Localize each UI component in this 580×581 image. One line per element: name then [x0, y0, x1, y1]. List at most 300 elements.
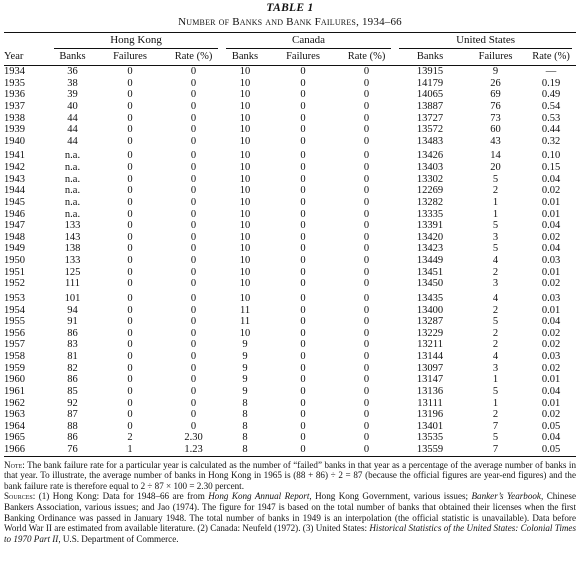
table-row: [4, 89, 576, 101]
cell-hk-failures: 0: [127, 304, 133, 316]
group-header-united-states: United States: [395, 33, 576, 50]
cell-us-rate: 0.04: [541, 432, 561, 444]
cell-ca-failures: 0: [300, 135, 306, 147]
cell-us-rate: —: [545, 66, 557, 77]
group-header-blank: [4, 33, 50, 50]
cell-year: 1958: [4, 351, 25, 362]
cell-hk-rate: 0: [190, 77, 197, 89]
cell-hk-banks: 86: [67, 327, 78, 339]
sources-text-3: , Chinese Bankers Association, various issues; and Jao (1974). The figure for 1947 is based on the total number of banks that obtained their licenses when the first Banking Ordinance was passed in January 1948. The total number of banks in 1949 is an interpolation (the official statistic is unavailable). Data before World War II are estimated from available literature. (2) Canada: Neufeld (1972). (3) United States:: [4, 491, 576, 534]
column-header-us-failures: Failures: [465, 49, 526, 66]
table-row: [4, 374, 576, 386]
cell-ca-rate: 0: [363, 173, 370, 185]
cell-year: 1953: [4, 292, 25, 304]
cell-us-failures: 1: [492, 374, 499, 386]
table-number: TABLE 1: [266, 2, 314, 14]
cell-hk-banks: 83: [67, 339, 78, 351]
cell-ca-banks: 10: [239, 231, 251, 243]
table-row: [4, 162, 576, 174]
cell-ca-rate: 0: [363, 66, 370, 77]
cell-ca-rate: 0: [363, 196, 370, 208]
cell-us-failures: 73: [490, 112, 501, 124]
cell-year: 1963: [4, 409, 25, 421]
cell-us-rate: 0.05: [526, 444, 576, 456]
table-page: [4, 2, 576, 544]
cell-year: 1961: [4, 385, 25, 397]
cell-ca-rate: 0: [363, 100, 370, 112]
cell-hk-rate: 0: [190, 66, 197, 77]
cell-ca-rate: 0: [363, 124, 370, 136]
cell-hk-banks: 44: [67, 124, 78, 136]
cell-hk-banks: 76: [50, 444, 95, 456]
table-row: [4, 66, 576, 78]
cell-hk-failures: 0: [127, 231, 133, 243]
cell-ca-banks: 10: [239, 162, 251, 173]
cell-us-failures: 7: [492, 420, 499, 432]
cell-us-banks: 13211: [417, 339, 443, 351]
table-row: [4, 386, 576, 398]
cell-us-failures: 7: [465, 444, 526, 456]
cell-hk-banks: 101: [64, 292, 81, 304]
cell-hk-failures: 0: [127, 266, 133, 278]
cell-hk-banks: 133: [64, 255, 81, 266]
cell-us-rate: 0.49: [541, 89, 561, 101]
cell-hk-rate: 0: [190, 231, 197, 243]
cell-hk-banks: 88: [67, 420, 78, 432]
cell-ca-banks: 10: [239, 255, 251, 266]
cell-hk-rate: 0: [190, 173, 197, 185]
cell-us-failures: 5: [492, 316, 499, 328]
cell-hk-banks: n.a.: [64, 162, 81, 173]
cell-hk-banks: 38: [67, 77, 78, 89]
cell-ca-rate: 0: [363, 150, 370, 162]
source-bankers-yearbook: Banker’s Yearbook: [471, 491, 541, 502]
cell-hk-failures: 0: [127, 220, 133, 232]
cell-hk-failures: 0: [127, 362, 133, 374]
cell-us-banks: 13727: [416, 112, 444, 124]
cell-us-rate: 0.01: [541, 208, 561, 220]
source-hk-annual-report: Hong Kong Annual Report: [208, 491, 310, 502]
table-row: [4, 255, 576, 267]
cell-us-failures: 5: [492, 173, 499, 185]
cell-ca-rate: 0: [363, 89, 370, 101]
cell-ca-failures: 0: [300, 124, 306, 136]
table-row: [4, 351, 576, 363]
cell-hk-rate: 0: [190, 292, 197, 304]
column-header-hk-rate: Rate (%): [165, 49, 222, 66]
table-row: [4, 339, 576, 351]
cell-us-rate: 0.32: [541, 135, 561, 147]
table-row: [4, 328, 576, 340]
cell-hk-failures: 0: [127, 278, 133, 290]
cell-hk-banks: 39: [67, 89, 78, 101]
cell-ca-failures: 0: [300, 316, 306, 328]
cell-hk-rate: 0: [190, 351, 197, 362]
cell-ca-banks: 10: [239, 220, 251, 232]
cell-ca-rate: 0: [363, 304, 370, 316]
note-text: The bank failure rate for a particular year is calculated as the number of “failed” banks in that year as a percentage of the average number of banks in that year. To illustrate, the average number of banks in Hong Kong in 1965 is (88 + 86) ÷ 2 = 87 (because the official figures are year-end figures) and the bank failure rate is therefore equal to 2 ÷ 87 × 100 = 2.30 percent.: [4, 459, 576, 491]
table-row: [4, 409, 576, 421]
cell-hk-banks: 92: [67, 397, 78, 409]
cell-ca-failures: 0: [300, 173, 306, 185]
cell-us-failures: 2: [492, 339, 499, 351]
cell-ca-failures: 0: [268, 444, 338, 456]
cell-us-rate: 0.01: [541, 266, 561, 278]
cell-us-rate: 0.19: [541, 77, 561, 89]
cell-hk-banks: 94: [67, 304, 78, 316]
cell-year: 1964: [4, 420, 25, 432]
sources-text-4: , U.S. Department of Commerce.: [58, 533, 179, 544]
cell-ca-banks: 10: [239, 77, 251, 89]
cell-ca-failures: 0: [300, 243, 306, 255]
cell-us-banks: 13435: [416, 292, 444, 304]
cell-ca-rate: 0: [363, 220, 370, 232]
table-row: [4, 243, 576, 255]
cell-hk-banks: n.a.: [64, 150, 81, 162]
cell-hk-rate: 0: [190, 374, 197, 386]
cell-us-rate: 0.53: [541, 112, 561, 124]
cell-us-rate: 0.02: [541, 327, 561, 339]
cell-us-failures: 5: [492, 220, 499, 232]
cell-ca-rate: 0: [363, 374, 370, 386]
cell-us-banks: 13423: [416, 243, 444, 255]
cell-ca-rate: 0: [363, 316, 370, 328]
cell-year: 1956: [4, 327, 25, 339]
cell-hk-banks: 86: [67, 432, 78, 444]
cell-us-rate: 0.05: [541, 420, 561, 432]
cell-year: 1951: [4, 266, 25, 278]
cell-ca-failures: 0: [300, 150, 306, 162]
cell-year: 1944: [4, 185, 25, 197]
table-row: [4, 432, 576, 444]
cell-ca-rate: 0: [363, 135, 370, 147]
table-row: [4, 363, 576, 375]
cell-us-banks: 13450: [416, 278, 444, 290]
table-row: [4, 232, 576, 244]
cell-us-failures: 60: [490, 124, 501, 136]
cell-hk-rate: 0: [190, 397, 197, 409]
table-row: [4, 113, 576, 125]
cell-us-banks: 14179: [416, 77, 444, 89]
cell-hk-rate: 0: [190, 162, 197, 173]
cell-ca-banks: 11: [239, 316, 251, 328]
cell-us-rate: 0.04: [541, 220, 561, 232]
table-title: Number of Banks and Bank Failures, 1934–66: [178, 16, 402, 28]
cell-ca-failures: 0: [300, 409, 306, 421]
cell-us-failures: 1: [492, 397, 499, 409]
cell-us-failures: 5: [492, 243, 499, 255]
cell-us-rate: 0.02: [541, 362, 561, 374]
cell-ca-rate: 0: [363, 77, 370, 89]
cell-ca-failures: 0: [300, 196, 306, 208]
cell-ca-failures: 0: [300, 208, 306, 220]
cell-hk-banks: n.a.: [64, 208, 81, 220]
cell-hk-failures: 0: [127, 135, 133, 147]
cell-ca-banks: 10: [239, 208, 251, 220]
note-label: Note:: [4, 459, 25, 470]
cell-hk-failures: 0: [127, 89, 133, 101]
cell-hk-rate: 0: [190, 316, 197, 328]
cell-us-rate: 0.02: [541, 185, 561, 197]
cell-hk-failures: 0: [127, 243, 133, 255]
cell-ca-failures: 0: [300, 100, 306, 112]
cell-hk-failures: 2: [127, 432, 133, 444]
cell-ca-banks: 10: [239, 124, 251, 136]
cell-ca-banks: 8: [242, 420, 248, 432]
cell-ca-failures: 0: [300, 292, 306, 304]
cell-us-failures: 76: [490, 100, 501, 112]
cell-us-failures: 5: [492, 432, 499, 444]
cell-ca-rate: 0: [363, 420, 370, 432]
cell-ca-rate: 0: [363, 266, 370, 278]
cell-hk-banks: n.a.: [64, 185, 81, 197]
cell-year: 1960: [4, 374, 25, 386]
cell-hk-failures: 0: [127, 150, 133, 162]
cell-hk-failures: 0: [127, 100, 133, 112]
cell-us-rate: 0.02: [541, 339, 561, 351]
cell-us-failures: 3: [492, 362, 499, 374]
cell-us-rate: 0.03: [541, 351, 561, 362]
cell-ca-rate: 0: [363, 278, 370, 290]
cell-hk-rate: 0: [190, 112, 197, 124]
cell-year: 1936: [4, 89, 25, 101]
table-row: [4, 267, 576, 279]
cell-ca-banks: 10: [239, 243, 251, 255]
cell-ca-banks: 8: [242, 432, 248, 444]
cell-hk-banks: 125: [64, 266, 81, 278]
cell-us-banks: 13136: [416, 385, 444, 397]
cell-hk-rate: 0: [190, 327, 197, 339]
table-row: [4, 174, 576, 186]
cell-hk-rate: 0: [190, 385, 197, 397]
cell-ca-failures: 0: [300, 220, 306, 232]
cell-ca-banks: 10: [239, 185, 251, 197]
cell-us-failures: 2: [492, 304, 499, 316]
cell-us-failures: 2: [492, 266, 499, 278]
note-paragraph: [4, 460, 576, 492]
cell-hk-failures: 0: [127, 77, 133, 89]
group-header-canada: Canada: [222, 33, 395, 50]
cell-ca-banks: 10: [239, 196, 251, 208]
table-row: [4, 305, 576, 317]
cell-year: 1954: [4, 304, 25, 316]
cell-hk-rate: 0: [190, 266, 197, 278]
table-row: [4, 101, 576, 113]
cell-hk-rate: 0: [190, 89, 197, 101]
cell-ca-banks: 9: [242, 362, 248, 374]
column-header-ca-rate: Rate (%): [338, 49, 395, 66]
cell-ca-failures: 0: [300, 66, 306, 77]
cell-hk-rate: 1.23: [165, 444, 222, 456]
cell-hk-failures: 0: [127, 112, 133, 124]
cell-us-failures: 5: [492, 385, 499, 397]
cell-ca-failures: 0: [300, 385, 306, 397]
cell-ca-banks: 8: [222, 444, 268, 456]
cell-hk-rate: 0: [190, 304, 197, 316]
cell-us-failures: 2: [492, 409, 499, 421]
cell-us-failures: 43: [490, 135, 501, 147]
cell-year: 1942: [4, 162, 25, 173]
cell-hk-failures: 0: [127, 339, 133, 351]
cell-year: 1966: [4, 444, 50, 456]
cell-us-failures: 20: [490, 162, 501, 173]
cell-ca-banks: 10: [239, 89, 251, 101]
cell-year: 1950: [4, 255, 25, 266]
cell-us-failures: 3: [492, 278, 499, 290]
cell-hk-rate: 0: [190, 278, 197, 290]
cell-hk-failures: 0: [127, 66, 133, 77]
cell-hk-failures: 0: [127, 173, 133, 185]
cell-hk-failures: 0: [127, 292, 133, 304]
cell-ca-rate: 0: [363, 351, 370, 362]
cell-us-banks: 13302: [416, 173, 444, 185]
cell-us-rate: 0.02: [541, 409, 561, 421]
cell-us-banks: 13196: [416, 409, 444, 421]
cell-ca-failures: 0: [300, 374, 306, 386]
cell-hk-banks: 44: [67, 135, 78, 147]
cell-us-banks: 13391: [416, 220, 444, 232]
cell-hk-rate: 0: [190, 135, 197, 147]
cell-hk-banks: n.a.: [64, 173, 81, 185]
cell-us-failures: 14: [490, 150, 501, 162]
cell-year: 1955: [4, 316, 25, 328]
sources-paragraph: [4, 491, 576, 544]
cell-us-banks: 13420: [416, 231, 444, 243]
cell-us-failures: 3: [492, 231, 499, 243]
cell-ca-banks: 9: [242, 385, 248, 397]
column-header-hk-banks: Banks: [50, 49, 95, 66]
cell-ca-banks: 10: [239, 278, 251, 290]
bank-failures-table: [4, 32, 576, 457]
cell-ca-failures: 0: [300, 327, 306, 339]
cell-us-rate: 0.01: [541, 196, 561, 208]
cell-ca-rate: 0: [363, 339, 370, 351]
cell-ca-failures: 0: [300, 397, 306, 409]
cell-year: 1962: [4, 397, 25, 409]
cell-ca-banks: 10: [239, 266, 251, 278]
cell-us-failures: 26: [490, 77, 501, 89]
cell-ca-failures: 0: [300, 255, 306, 266]
cell-year: 1949: [4, 243, 25, 255]
cell-ca-failures: 0: [300, 77, 306, 89]
cell-us-banks: 13572: [416, 124, 444, 136]
cell-us-failures: 2: [492, 327, 499, 339]
table-row: [4, 136, 576, 148]
cell-ca-failures: 0: [300, 420, 306, 432]
cell-ca-failures: 0: [300, 432, 306, 444]
cell-us-banks: 13401: [416, 420, 444, 432]
cell-hk-failures: 0: [127, 397, 133, 409]
cell-year: 1965: [4, 432, 25, 444]
cell-us-banks: 13915: [416, 66, 444, 77]
cell-hk-rate: 0: [190, 420, 197, 432]
cell-hk-failures: 0: [127, 162, 133, 173]
table-row: [4, 290, 576, 305]
column-header-ca-banks: Banks: [222, 49, 268, 66]
cell-us-rate: 0.04: [541, 243, 561, 255]
cell-ca-failures: 0: [300, 231, 306, 243]
cell-us-banks: 13147: [416, 374, 444, 386]
cell-ca-rate: 0: [363, 432, 370, 444]
cell-year: 1934: [4, 66, 25, 77]
table-row: [4, 124, 576, 136]
cell-ca-banks: 10: [239, 150, 251, 162]
cell-ca-failures: 0: [300, 362, 306, 374]
cell-ca-rate: 0: [363, 208, 370, 220]
table-row: [4, 316, 576, 328]
cell-hk-banks: 85: [67, 385, 78, 397]
cell-ca-rate: 0: [363, 231, 370, 243]
cell-us-rate: 0.02: [541, 278, 561, 290]
cell-hk-failures: 1: [95, 444, 165, 456]
cell-ca-failures: 0: [300, 351, 306, 362]
cell-year: 1957: [4, 339, 25, 351]
cell-ca-banks: 9: [242, 339, 248, 351]
cell-hk-failures: 0: [127, 385, 133, 397]
cell-us-rate: 0.01: [541, 397, 561, 409]
cell-ca-failures: 0: [300, 304, 306, 316]
cell-hk-banks: 111: [65, 278, 80, 290]
cell-hk-banks: 133: [64, 220, 81, 232]
column-header-row: [4, 49, 576, 66]
table-body: [4, 66, 576, 457]
cell-hk-banks: n.a.: [64, 196, 81, 208]
cell-hk-rate: 2.30: [184, 432, 203, 444]
cell-ca-banks: 10: [239, 135, 251, 147]
cell-ca-failures: 0: [300, 162, 306, 173]
cell-us-rate: 0.10: [541, 150, 561, 162]
sources-text-1: (1) Hong Kong: Data for 1948–66 are from: [35, 491, 209, 502]
cell-us-rate: 0.04: [541, 316, 561, 328]
cell-hk-rate: 0: [190, 124, 197, 136]
table-row: [4, 444, 576, 456]
cell-ca-rate: 0: [363, 185, 370, 197]
cell-ca-failures: 0: [300, 185, 306, 197]
cell-year: 1937: [4, 100, 25, 112]
cell-ca-banks: 10: [239, 327, 251, 339]
group-header-row: [4, 33, 576, 50]
cell-year: 1941: [4, 150, 25, 162]
cell-hk-failures: 0: [127, 351, 133, 362]
cell-us-banks: 13451: [416, 266, 444, 278]
cell-ca-rate: 0: [363, 397, 370, 409]
cell-hk-rate: 0: [190, 339, 197, 351]
cell-us-rate: 0.54: [541, 100, 561, 112]
cell-hk-rate: 0: [190, 362, 197, 374]
table-row: [4, 398, 576, 410]
cell-us-banks: 13111: [417, 397, 443, 409]
cell-ca-failures: 0: [300, 89, 306, 101]
cell-us-banks: 13403: [416, 162, 444, 173]
cell-ca-banks: 11: [239, 304, 251, 316]
cell-us-rate: 0.03: [541, 255, 561, 266]
cell-us-failures: 1: [492, 208, 499, 220]
cell-us-banks: 13229: [416, 327, 444, 339]
cell-hk-rate: 0: [190, 100, 197, 112]
cell-us-rate: 0.02: [541, 231, 561, 243]
cell-hk-banks: 40: [67, 100, 78, 112]
cell-us-rate: 0.03: [541, 292, 561, 304]
cell-year: 1939: [4, 124, 25, 136]
sources-text-2: , Hong Kong Government, various issues;: [309, 491, 472, 502]
cell-year: 1946: [4, 208, 25, 220]
cell-ca-failures: 0: [300, 339, 306, 351]
cell-hk-failures: 0: [127, 420, 133, 432]
cell-us-failures: 4: [492, 351, 499, 362]
cell-us-failures: 4: [492, 255, 499, 266]
cell-year: 1938: [4, 112, 25, 124]
cell-hk-failures: 0: [127, 316, 133, 328]
